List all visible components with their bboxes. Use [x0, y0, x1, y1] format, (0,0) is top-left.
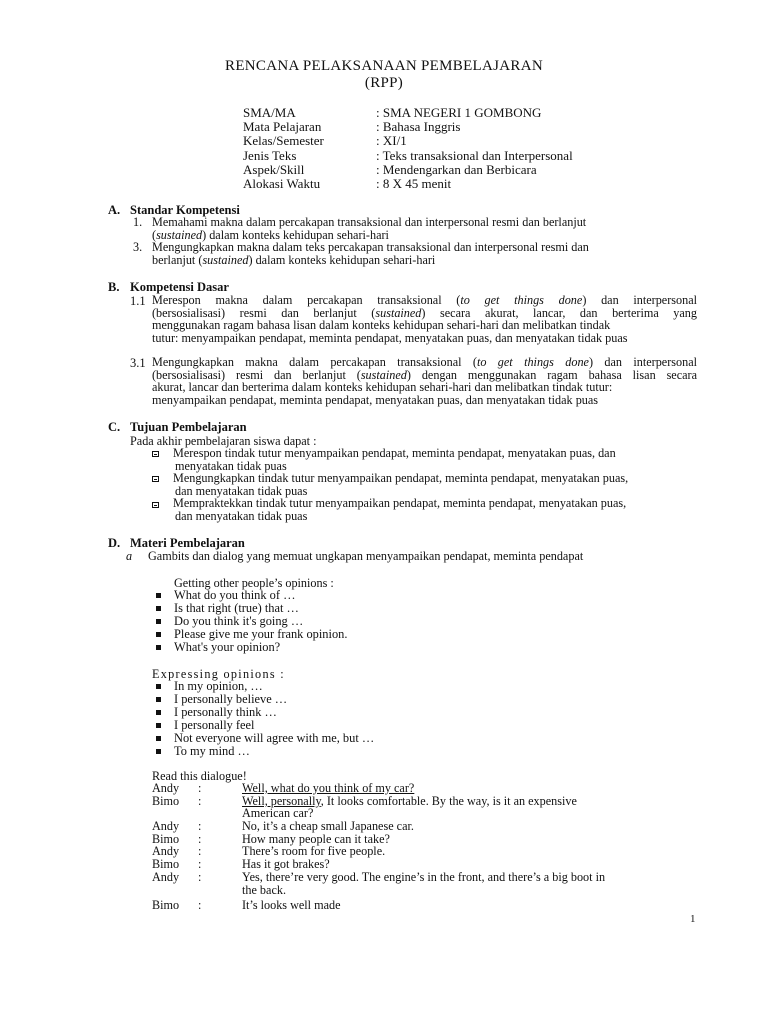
identity-row	[243, 163, 573, 177]
identity-label: Mata Pelajaran	[243, 119, 322, 135]
kd-number: 1.1	[130, 294, 146, 308]
bullet-icon	[156, 710, 161, 715]
list-item: I personally think …	[156, 706, 374, 719]
dialogue-line: Andy : Well, what do you think of my car?	[152, 781, 415, 795]
dialogue-continuation: American car?	[242, 806, 314, 821]
tujuan-list: Merespon tindak tutur menyampaikan pendapat, meminta pendapat, menyatakan puas, dan menyatakan tidak puas Mengungkapkan tindak tutur menyampaikan pendapat, meminta pendapat, menyatakan puas, dan menyatakan tidak puas Mempraktekkan tindak tutur menyampaikan pendapat, meminta pendapat, menyatakan puas, dan menyatakan tidak puas	[152, 447, 712, 523]
document-subtitle: (RPP)	[364, 75, 404, 91]
identity-value: : XI/1	[376, 133, 407, 149]
list-item: I personally feel	[156, 719, 374, 732]
list-item-continuation: (sustained) dalam konteks kehidupan sehari-hari	[152, 227, 389, 242]
identity-label: Jenis Teks	[243, 147, 297, 163]
identity-label: Aspek/Skill	[243, 161, 305, 177]
bullet-icon	[156, 697, 161, 702]
dialogue-continuation: the back.	[242, 882, 286, 897]
bullet-icon	[156, 684, 161, 689]
dialogue-line: Bimo : How many people can it take?	[152, 831, 390, 846]
identity-row	[243, 177, 573, 191]
list-item: To my mind …	[156, 745, 374, 758]
kompetensi-dasar-3-1: Mengungkapkan makna dalam percakapan transaksional (to get things done) dan interpersonal (bersosialisasi) resmi dan berlanjut (sustained) dengan menggunakan ragam bahasa lisan secara akurat, lancar dan berterima dalam konteks kehidupan sehari-hari dan melibatkan tindak tutur: menyampaikan pendapat, meminta pendapat, menyatakan puas, dan menyatakan tidak puas	[152, 355, 698, 407]
document-title: RENCANA PELAKSANAAN PEMBELAJARAN	[225, 58, 543, 74]
dialogue-intro: Read this dialogue!	[152, 769, 247, 783]
materi-gambits-line: a Gambits dan dialog yang memuat ungkapan menyampaikan pendapat, meminta pendapat	[126, 549, 584, 563]
bullet-icon	[156, 723, 161, 728]
section-heading-c: C. Tujuan Pembelajaran	[108, 420, 247, 434]
bullet-icon	[156, 606, 161, 611]
bullet-icon	[156, 619, 161, 624]
list-item: Merespon tindak tutur menyampaikan pendapat, meminta pendapat, menyatakan puas, dan	[152, 447, 712, 460]
getting-opinions-list	[156, 589, 347, 654]
page-number: 1	[690, 913, 696, 925]
bullet-icon	[156, 749, 161, 754]
getting-opinions-title: Getting other people’s opinions :	[174, 576, 334, 590]
list-item: Please give me your frank opinion.	[156, 628, 347, 641]
identity-value: : 8 X 45 menit	[376, 175, 452, 191]
list-item: Not everyone will agree with me, but …	[156, 732, 374, 745]
identity-row	[243, 149, 573, 163]
dialogue-line: Andy : No, it’s a cheap small Japanese car.	[152, 819, 414, 834]
kd-number: 3.1	[130, 356, 146, 370]
identity-row	[243, 120, 573, 134]
dialogue-line: Bimo : It’s looks well made	[152, 898, 341, 913]
kompetensi-dasar-1-1: Merespon makna dalam percakapan transaksional (to get things done) dan interpersonal (bersosialisasi) resmi dan berlanjut (sustained) secara akurat, lancar, dan berterima yang menggunakan ragam bahasa lisan dalam konteks kehidupan sehari-hari dan melibatkan tindak tutur: menyampaikan pendapat, meminta pendapat, menyatakan puas, dan menyatakan tidak puas	[152, 293, 698, 345]
checkbox-bullet-icon	[152, 451, 159, 457]
section-heading-a: A. Standar Kompetensi	[108, 203, 240, 217]
identity-row	[243, 106, 573, 120]
bullet-icon	[156, 645, 161, 650]
identity-value: : Bahasa Inggris	[376, 119, 461, 135]
checkbox-bullet-icon	[152, 476, 159, 482]
standar-kompetensi-list	[133, 216, 653, 266]
identity-value: : Teks transaksional dan Interpersonal	[376, 147, 573, 163]
list-item-continuation: berlanjut (sustained) dalam konteks kehidupan sehari-hari	[152, 252, 436, 267]
list-item: I personally believe …	[156, 693, 374, 706]
list-item: What's your opinion?	[156, 641, 347, 654]
dialogue-line: Andy : There’s room for five people.	[152, 844, 386, 859]
expressing-opinions-list	[156, 680, 374, 758]
list-item: Do you think it's going …	[156, 615, 347, 628]
bullet-icon	[156, 593, 161, 598]
list-item: In my opinion, …	[156, 680, 374, 693]
dialogue-line: Bimo : Has it got brakes?	[152, 857, 330, 872]
identity-table	[243, 106, 573, 191]
section-heading-b: B. Kompetensi Dasar	[108, 280, 229, 294]
dialogue	[152, 782, 605, 912]
list-item: What do you think of …	[156, 589, 347, 602]
list-item: 1. Memahami makna dalam percakapan transaksional dan interpersonal resmi dan berlanjut	[133, 215, 587, 229]
identity-row	[243, 134, 573, 148]
dialogue-line: Andy : Yes, there’re very good. The engine’s in the front, and there’s a big boot in	[152, 869, 606, 884]
list-item: Mengungkapkan tindak tutur menyampaikan pendapat, meminta pendapat, menyatakan puas,	[152, 472, 712, 485]
expressing-opinions-title: Expressing opinions :	[152, 667, 285, 681]
identity-label: Kelas/Semester	[243, 133, 324, 149]
identity-label: Alokasi Waktu	[243, 175, 321, 191]
checkbox-bullet-icon	[152, 502, 159, 508]
list-item: Mempraktekkan tindak tutur menyampaikan pendapat, meminta pendapat, menyatakan puas,	[152, 497, 712, 510]
identity-value: : SMA NEGERI 1 GOMBONG	[376, 105, 542, 120]
bullet-icon	[156, 736, 161, 741]
identity-value: : Mendengarkan dan Berbicara	[376, 161, 537, 177]
tujuan-intro: Pada akhir pembelajaran siswa dapat :	[130, 434, 317, 448]
identity-label: SMA/MA	[243, 105, 296, 120]
list-item: Is that right (true) that …	[156, 602, 347, 615]
alpha-marker: a	[126, 549, 133, 563]
section-heading-d: D. Materi Pembelajaran	[108, 536, 245, 550]
dialogue-line: Bimo : Well, personally, It looks comfortable. By the way, is it an expensive	[152, 793, 577, 808]
list-item: 3. Mengungkapkan makna dalam teks percakapan transaksional dan interpersonal resmi dan	[133, 240, 589, 255]
bullet-icon	[156, 632, 161, 637]
